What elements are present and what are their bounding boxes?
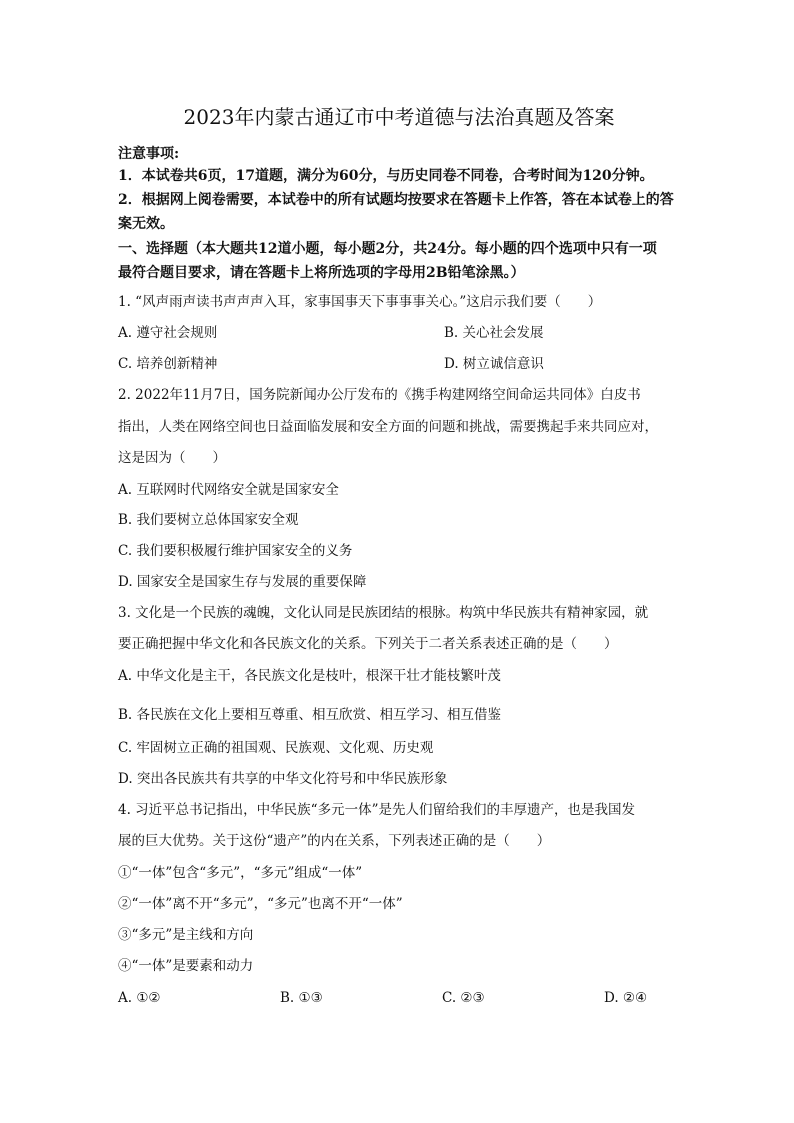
question-4-stem-line1: 4. 习近平总书记指出，中华民族“多元一体”是先人们留给我们的丰厚遗产，也是我国发 bbox=[118, 802, 635, 818]
question-1-option-a: A. 遵守社会规则 bbox=[118, 325, 218, 341]
question-2-option-b: B. 我们要树立总体国家安全观 bbox=[118, 512, 299, 528]
question-4-option-b: B. ①③ bbox=[280, 990, 323, 1006]
question-4-option-d: D. ②④ bbox=[604, 990, 648, 1006]
question-3-stem-line1: 3. 文化是一个民族的魂魄，文化认同是民族团结的根脉。构筑中华民族共有精神家园，就 bbox=[118, 605, 649, 621]
section-heading-line1: 一、选择题（本大题共12道小题，每小题2分，共24分。每小题的四个选项中只有一项 bbox=[118, 241, 657, 257]
question-2-stem-line1: 2. 2022年11月7日，国务院新闻办公厅发布的《携手构建网络空间命运共同体》白皮书 bbox=[118, 387, 641, 403]
page-title: 2023年内蒙古通辽市中考道德与法治真题及答案 bbox=[183, 105, 615, 129]
notice-heading: 注意事项: bbox=[118, 146, 180, 162]
question-2-stem-line3: 这是因为（ ） bbox=[118, 450, 226, 466]
question-1-stem: 1. “风声雨声读书声声声入耳，家事国事天下事事事关心。”这启示我们要（ ） bbox=[118, 294, 602, 310]
question-4-statement-4: ④“一体”是要素和动力 bbox=[118, 958, 254, 974]
question-4-statement-2: ②“一体”离不开“多元”，“多元”也离不开“一体” bbox=[118, 896, 403, 912]
question-4-option-a: A. ①② bbox=[118, 990, 161, 1006]
question-3-stem-line2: 要正确把握中华文化和各民族文化的关系。下列关于二者关系表述正确的是（ ） bbox=[118, 636, 618, 652]
question-3-option-b: B. 各民族在文化上要相互尊重、相互欣赏、相互学习、相互借鉴 bbox=[118, 707, 502, 723]
question-3-option-c: C. 牢固树立正确的祖国观、民族观、文化观、历史观 bbox=[118, 740, 434, 756]
notice-item-2: 2．根据网上阅卷需要，本试卷中的所有试题均按要求在答题卡上作答，答在本试卷上的答 bbox=[118, 192, 674, 208]
question-3-option-d: D. 突出各民族共有共享的中华文化符号和中华民族形象 bbox=[118, 771, 448, 787]
question-1-option-b: B. 关心社会发展 bbox=[444, 325, 544, 341]
question-4-statement-1: ①“一体”包含“多元”，“多元”组成“一体” bbox=[118, 865, 363, 881]
question-2-option-d: D. 国家安全是国家生存与发展的重要保障 bbox=[118, 574, 367, 590]
question-1-option-c: C. 培养创新精神 bbox=[118, 356, 218, 372]
question-4-statement-3: ③“多元”是主线和方向 bbox=[118, 927, 254, 943]
question-3-option-a: A. 中华文化是主干，各民族文化是枝叶，根深干壮才能枝繁叶茂 bbox=[118, 668, 501, 684]
question-2-option-a: A. 互联网时代网络安全就是国家安全 bbox=[118, 482, 339, 498]
section-heading-line2: 最符合题目要求，请在答题卡上将所选项的字母用2B铅笔涂黑。） bbox=[118, 265, 525, 281]
question-4-stem-line2: 展的巨大优势。关于这份“遗产”的内在关系，下列表述正确的是（ ） bbox=[118, 833, 551, 849]
notice-item-2-cont: 案无效。 bbox=[118, 216, 174, 232]
notice-item-1: 1．本试卷共6页，17道题，满分为60分，与历史同卷不同卷，合考时间为120分钟。 bbox=[118, 168, 654, 184]
question-2-option-c: C. 我们要积极履行维护国家安全的义务 bbox=[118, 543, 353, 559]
question-2-stem-line2: 指出，人类在网络空间也日益面临发展和安全方面的问题和挑战，需要携起手来共同应对， bbox=[118, 419, 658, 435]
question-1-option-d: D. 树立诚信意识 bbox=[444, 356, 544, 372]
question-4-option-c: C. ②③ bbox=[442, 990, 485, 1006]
